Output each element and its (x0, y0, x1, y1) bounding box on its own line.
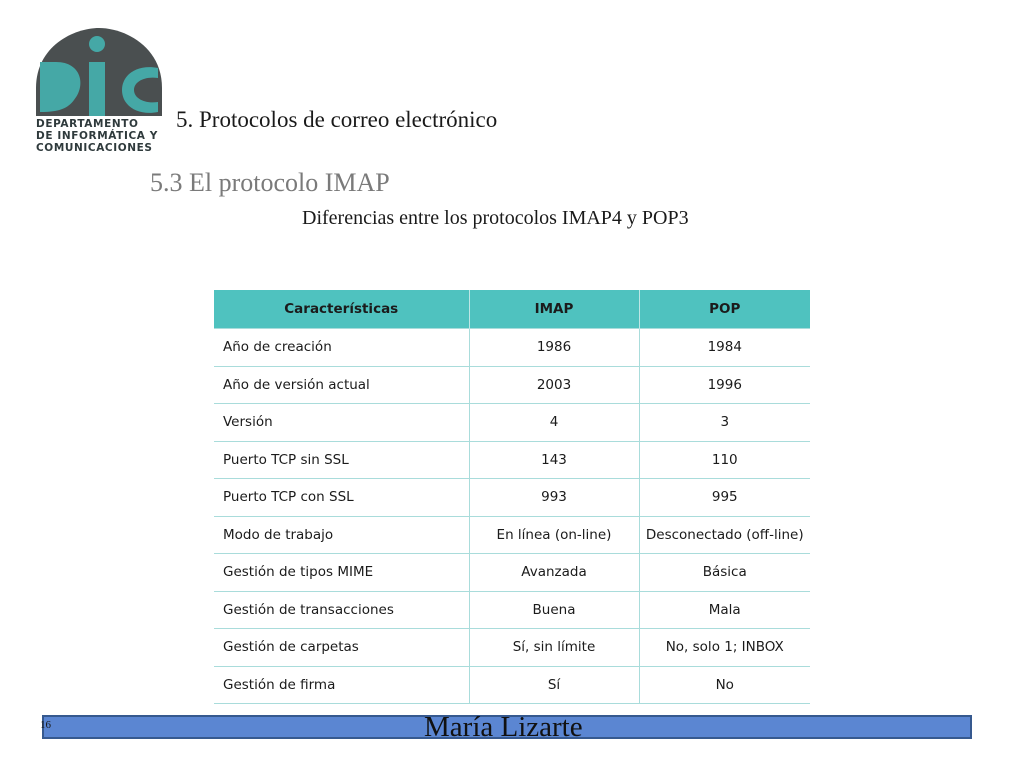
feature-cell: Gestión de transacciones (214, 591, 469, 629)
feature-cell: Puerto TCP sin SSL (214, 441, 469, 479)
imap-cell: Sí, sin límite (469, 629, 639, 667)
pop-cell: No, solo 1; INBOX (639, 629, 810, 667)
table-row (214, 441, 810, 479)
logo-i-dot (89, 36, 105, 52)
imap-cell: Sí (469, 666, 639, 704)
pop-cell: 995 (639, 479, 810, 517)
feature-cell: Versión (214, 404, 469, 442)
feature-cell: Año de versión actual (214, 366, 469, 404)
column-header: POP (639, 290, 810, 329)
imap-cell: 1986 (469, 329, 639, 367)
table-row (214, 329, 810, 367)
table-row (214, 404, 810, 442)
logo-line-3: COMUNICACIONES (36, 142, 153, 154)
page-number: 16 (40, 719, 51, 731)
table-header-row (214, 290, 810, 329)
feature-cell: Puerto TCP con SSL (214, 479, 469, 517)
pop-cell: No (639, 666, 810, 704)
pop-cell: Básica (639, 554, 810, 592)
feature-cell: Gestión de tipos MIME (214, 554, 469, 592)
logo-line-2: DE INFORMÁTICA Y (36, 130, 158, 142)
slide-subtitle: Diferencias entre los protocolos IMAP4 y POP3 (302, 207, 689, 229)
imap-cell: Avanzada (469, 554, 639, 592)
column-header: IMAP (469, 290, 639, 329)
table-row (214, 366, 810, 404)
pop-cell: 110 (639, 441, 810, 479)
logo-line-1: DEPARTAMENTO (36, 118, 139, 130)
table-row (214, 591, 810, 629)
comparison-table (214, 290, 810, 704)
imap-cell: 4 (469, 404, 639, 442)
pop-cell: 1984 (639, 329, 810, 367)
logo-text (36, 118, 166, 154)
table-row (214, 479, 810, 517)
author-name: María Lizarte (424, 711, 583, 743)
imap-cell: 143 (469, 441, 639, 479)
pop-cell: 1996 (639, 366, 810, 404)
imap-cell: En línea (on-line) (469, 516, 639, 554)
imap-cell: 993 (469, 479, 639, 517)
pop-cell: Desconectado (off-line) (639, 516, 810, 554)
feature-cell: Gestión de firma (214, 666, 469, 704)
column-header: Características (214, 290, 469, 329)
table-row (214, 629, 810, 667)
feature-cell: Gestión de carpetas (214, 629, 469, 667)
imap-cell: Buena (469, 591, 639, 629)
logo-i-stem (89, 62, 105, 116)
table-row (214, 516, 810, 554)
slide-title: 5. Protocolos de correo electrónico (176, 107, 498, 132)
table-row (214, 554, 810, 592)
imap-cell: 2003 (469, 366, 639, 404)
pop-cell: Mala (639, 591, 810, 629)
feature-cell: Modo de trabajo (214, 516, 469, 554)
feature-cell: Año de creación (214, 329, 469, 367)
pop-cell: 3 (639, 404, 810, 442)
section-title: 5.3 El protocolo IMAP (150, 168, 390, 197)
table-row (214, 666, 810, 704)
